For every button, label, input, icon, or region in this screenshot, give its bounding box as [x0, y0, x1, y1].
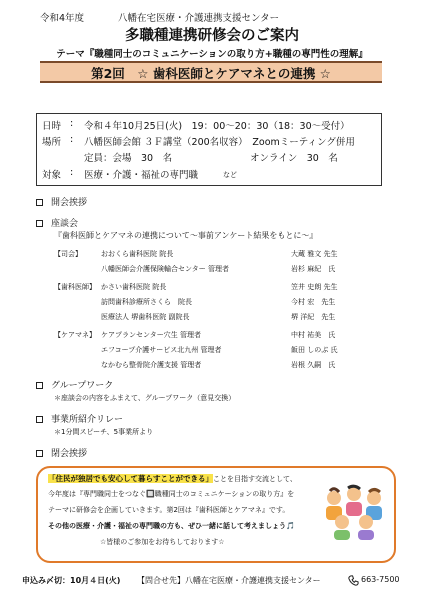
checkbox-icon — [36, 450, 43, 457]
list-item: 堺 洋紀 先生 — [291, 313, 336, 321]
checkbox-icon — [36, 220, 43, 227]
list-item: 訪問歯科診療所さくら 院長 — [101, 298, 192, 306]
panel-subtitle: 『歯科医師とケアマネの連携について～事前アンケート結果をもとに～』 — [54, 231, 318, 240]
venue-value: 八幡医師会館 ３Ｆ講堂（200名収容） Zoomミーティング併用 — [84, 137, 355, 148]
header-organization: 八幡在宅医療・介護連携支援センター — [118, 13, 280, 24]
group-work-note: ＊座談会の内容をふまえて、グループワーク（意見交換） — [54, 394, 236, 402]
capacity-online: オンライン 30 名 — [250, 153, 338, 164]
program-relay — [36, 412, 123, 425]
person-head — [327, 491, 341, 505]
list-item: エフコープ介護サービス北九州 管理者 — [101, 346, 222, 354]
footer-contact: 【問合せ先】八幡在宅医療・介護連携支援センター — [137, 576, 321, 585]
person-body — [358, 530, 374, 540]
list-item: 笠井 史朗 先生 — [291, 283, 338, 291]
venue-label: 場所 — [42, 137, 62, 148]
footer-phone: 663-7500 — [361, 575, 400, 584]
message-line-5: ☆皆様のご参加をお待ちしております☆ — [100, 538, 225, 546]
relay-note: ＊1分間スピーチ、5事業所より — [54, 428, 154, 436]
target-label: 対象 — [42, 170, 62, 181]
person-head — [335, 515, 349, 529]
list-item: おおくら歯科医院 院長 — [101, 250, 174, 258]
list-item: 医療法人 堺歯科医院 副院長 — [101, 313, 190, 321]
list-item: 岩根 久嗣 氏 — [291, 361, 336, 369]
message-line-2: 今年度は『専門職同士をつなぐ🔲職種同士のコミュニケーションの取り方』を — [48, 490, 295, 498]
program-relay-label: 事業所紹介リレー — [51, 415, 124, 425]
target-value: 医療・介護・福祉の専門職 — [84, 170, 199, 181]
person-body — [346, 502, 362, 516]
program-group-work — [36, 378, 113, 391]
footer-deadline: 申込み〆切：10月４日(火) — [22, 576, 121, 585]
program-group-work-label: グループワーク — [51, 381, 114, 391]
list-item: 岩杉 麻紀 氏 — [291, 265, 336, 273]
capacity-label: 定員：会場 30 名 — [84, 153, 173, 164]
moderator-role: 【司会】 — [54, 250, 82, 258]
message-line-1-rest: ことを目指す交流として、 — [213, 475, 297, 483]
header-year: 令和4年度 — [40, 13, 85, 24]
dentist-role: 【歯科医師】 — [54, 283, 96, 291]
target-colon: : — [70, 167, 74, 178]
person-head — [359, 515, 373, 529]
list-item: かさい歯科医院 院長 — [101, 283, 167, 291]
theme-line: テーマ『職種同士のコミュニケーションの取り方+職種の専門性の理解』 — [56, 49, 368, 60]
date-colon: : — [70, 118, 74, 129]
list-item: 八幡医師会介護保険輸合センター 管理者 — [101, 265, 229, 273]
list-item: なかむら整骨院介護支援 管理者 — [101, 361, 202, 369]
date-value: 令和４年10月25日(火) 19：00～20：30（18：30～受付） — [84, 121, 350, 132]
message-quote: 「住民が独居でも安心して暮らすことができる」 — [48, 474, 213, 483]
list-item: 中村 祐美 氏 — [291, 331, 336, 339]
program-opening — [36, 195, 87, 208]
session-banner-text: 第2回 ☆ 歯科医師とケアマネとの連携 ☆ — [91, 66, 331, 81]
program-panel-label: 座談会 — [51, 219, 79, 229]
program-closing — [36, 446, 87, 459]
date-label: 日時 — [42, 121, 62, 132]
message-line-3: テーマに研修会を企画していきます。第2回は『歯科医師とケアマネ』です。 — [48, 506, 290, 514]
list-item: 飯田 しのぶ 氏 — [291, 346, 338, 354]
list-item: ケアプランセンター穴生 管理者 — [101, 331, 201, 339]
program-opening-label: 開会挨拶 — [51, 198, 88, 208]
person-body — [334, 530, 350, 540]
program-panel — [36, 216, 78, 229]
checkbox-icon — [36, 382, 43, 389]
list-item: 大蔵 雅文 先生 — [291, 250, 338, 258]
page-title: 多職種連携研修会のご案内 — [125, 28, 299, 44]
target-suffix: など — [223, 171, 237, 179]
message-line-1 — [48, 473, 297, 484]
checkbox-icon — [36, 416, 43, 423]
message-line-4: その他の医療・介護・福祉の専門職の方も、ぜひ一緒に話して考えましょう🎵 — [48, 522, 295, 530]
program-closing-label: 閉会挨拶 — [51, 449, 88, 459]
checkbox-icon — [36, 199, 43, 206]
group-people-illustration — [322, 484, 388, 540]
list-item: 今村 宏 先生 — [291, 298, 336, 306]
phone-icon — [348, 575, 359, 586]
caremanager-role: 【ケアマネ】 — [54, 331, 96, 339]
venue-colon: : — [70, 134, 74, 145]
person-head — [367, 491, 381, 505]
